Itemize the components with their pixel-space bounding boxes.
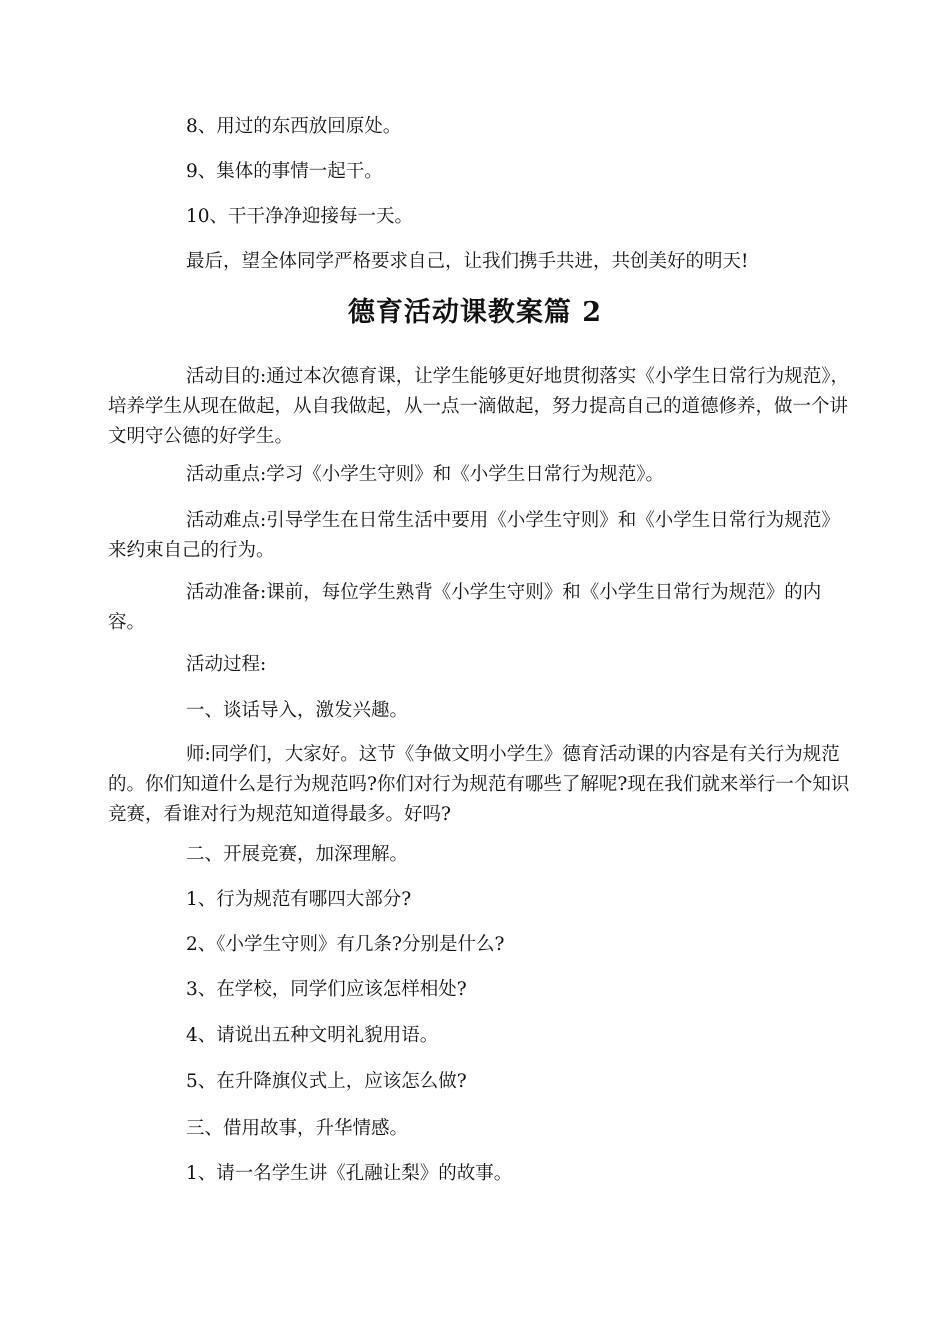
question-2: 2、《小学生守则》有几条?分别是什么? (186, 934, 505, 955)
step-one-heading: 一、谈话导入，激发兴趣。 (186, 700, 409, 721)
list-item-9: 9、集体的事情一起干。 (186, 161, 383, 182)
list-item-10: 10、干干净净迎接每一天。 (186, 206, 414, 227)
activity-goal-paragraph: 活动目的:通过本次德育课，让学生能够更好地贯彻落实《小学生日常行为规范》，培养学生从现在做起，从自我做起，从一点一滴做起，努力提高自己的道德修养，做一个讲文明守公德的好学生。 (108, 366, 849, 447)
section-title: 德育活动课教案篇 2 (347, 297, 603, 328)
question-3: 3、在学校，同学们应该怎样相处? (186, 979, 467, 1000)
question-1: 1、行为规范有哪四大部分? (186, 889, 412, 910)
question-5: 5、在升降旗仪式上，应该怎么做? (186, 1071, 467, 1092)
story-1: 1、请一名学生讲《孔融让梨》的故事。 (186, 1163, 513, 1184)
step-three-heading: 三、借用故事，升华情感。 (186, 1118, 409, 1139)
activity-preparation-paragraph: 活动准备:课前，每位学生熟背《小学生守则》和《小学生日常行为规范》的内容。 (108, 582, 822, 633)
step-two-heading: 二、开展竞赛，加深理解。 (186, 844, 409, 865)
question-4: 4、请说出五种文明礼貌用语。 (186, 1025, 439, 1046)
activity-focus-paragraph: 活动重点:学习《小学生守则》和《小学生日常行为规范》。 (186, 464, 664, 485)
list-item-8: 8、用过的东西放回原处。 (186, 116, 402, 137)
activity-process-heading: 活动过程: (186, 654, 267, 675)
teacher-intro-paragraph: 师:同学们，大家好。这节《争做文明小学生》德育活动课的内容是有关行为规范的。你们知道什么是行为规范吗?你们对行为规范有哪些了解呢?现在我们就来举行一个知识竞赛，看谁对行为规范知道得最多。好吗? (108, 744, 850, 825)
closing-paragraph: 最后，望全体同学严格要求自己，让我们携手共进，共创美好的明天! (186, 251, 749, 272)
activity-difficulty-paragraph: 活动难点:引导学生在日常生活中要用《小学生守则》和《小学生日常行为规范》来约束自己的行为。 (108, 510, 840, 561)
